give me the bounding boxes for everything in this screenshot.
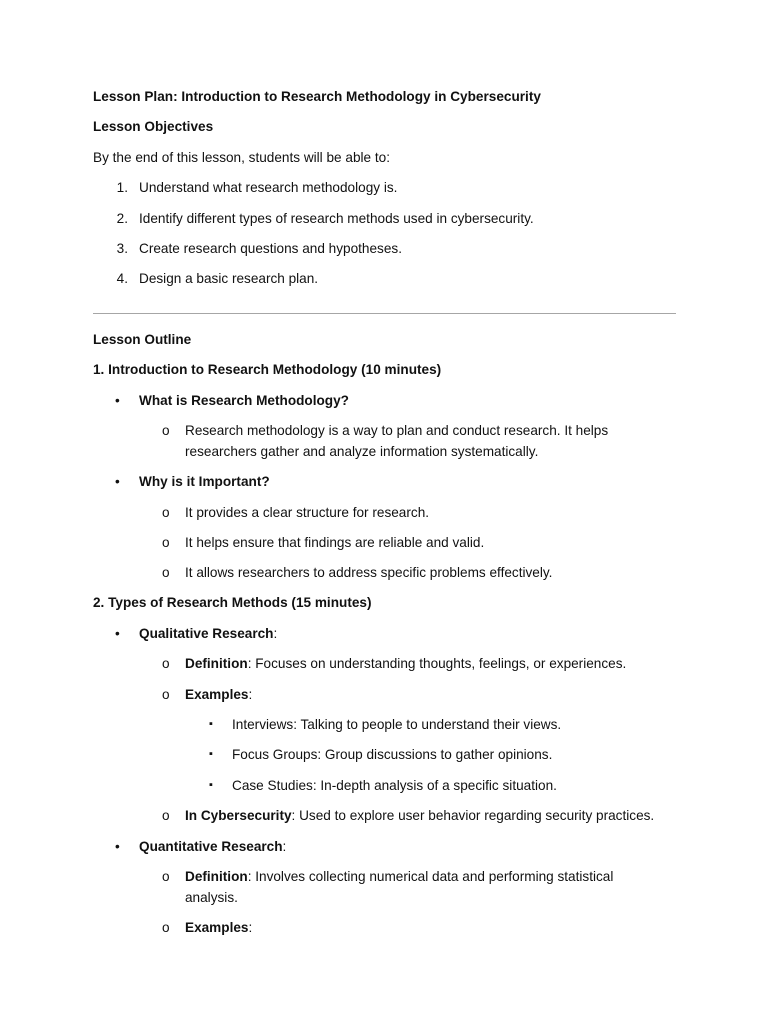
objectives-intro: By the end of this lesson, students will be able to: xyxy=(93,150,390,165)
why-important-label: Why is it Important? xyxy=(139,474,270,489)
list-number: 2. xyxy=(116,211,128,226)
quantitative-label-text: Quantitative Research xyxy=(139,839,283,854)
circle-marker: o xyxy=(162,535,170,550)
in-cybersecurity-label: In Cybersecurity xyxy=(185,808,292,823)
bullet-marker: • xyxy=(115,474,120,489)
circle-marker: o xyxy=(162,687,170,702)
circle-marker: o xyxy=(162,869,170,884)
list-item: It helps ensure that findings are reliable and valid. xyxy=(185,535,485,550)
quantitative-examples xyxy=(185,917,252,938)
list-number: 4. xyxy=(116,271,128,286)
bullet-marker: • xyxy=(115,839,120,854)
list-item: Identify different types of research methods used in cybersecurity. xyxy=(139,211,534,226)
qualitative-label-text: Qualitative Research xyxy=(139,626,274,641)
definition-label: Definition xyxy=(185,869,248,884)
qualitative-cybersecurity xyxy=(185,805,654,826)
qualitative-label xyxy=(139,623,277,644)
label-colon: : xyxy=(273,626,278,641)
qualitative-definition xyxy=(185,653,626,674)
list-item: Create research questions and hypotheses. xyxy=(139,241,402,256)
list-item: Focus Groups: Group discussions to gather opinions. xyxy=(232,747,553,762)
circle-marker: o xyxy=(162,920,170,935)
bullet-marker: • xyxy=(115,393,120,408)
what-is-text-line-2: researchers gather and analyze information systematically. xyxy=(185,444,539,459)
examples-label: Examples xyxy=(185,687,249,702)
what-is-label: What is Research Methodology? xyxy=(139,393,349,408)
definition-text: : Involves collecting numerical data and performing statistical xyxy=(247,869,614,884)
circle-marker: o xyxy=(162,505,170,520)
list-item: Understand what research methodology is. xyxy=(139,180,398,195)
outline-heading: Lesson Outline xyxy=(93,332,192,347)
examples-label: Examples xyxy=(185,920,249,935)
document-title: Lesson Plan: Introduction to Research Methodology in Cybersecurity xyxy=(93,89,541,104)
definition-label: Definition xyxy=(185,656,248,671)
list-item: Case Studies: In-depth analysis of a specific situation. xyxy=(232,778,557,793)
circle-marker: o xyxy=(162,656,170,671)
square-marker: ▪ xyxy=(209,748,213,760)
square-marker: ▪ xyxy=(209,718,213,730)
section-1-heading: 1. Introduction to Research Methodology (10 minutes) xyxy=(93,362,442,377)
circle-marker: o xyxy=(162,565,170,580)
section-2-heading: 2. Types of Research Methods (15 minutes) xyxy=(93,595,372,610)
list-number: 1. xyxy=(116,180,128,195)
quantitative-definition-line-2: analysis. xyxy=(185,890,238,905)
list-number: 3. xyxy=(116,241,128,256)
quantitative-label xyxy=(139,836,286,857)
square-marker: ▪ xyxy=(209,779,213,791)
list-item: It allows researchers to address specific problems effectively. xyxy=(185,565,553,580)
bullet-marker: • xyxy=(115,626,120,641)
label-colon: : xyxy=(248,920,253,935)
circle-marker: o xyxy=(162,423,170,438)
label-colon: : xyxy=(282,839,287,854)
in-cybersecurity-text: : Used to explore user behavior regarding security practices. xyxy=(291,808,655,823)
list-item: Interviews: Talking to people to understand their views. xyxy=(232,717,562,732)
definition-text: : Focuses on understanding thoughts, feelings, or experiences. xyxy=(247,656,627,671)
list-item: It provides a clear structure for research. xyxy=(185,505,430,520)
horizontal-divider xyxy=(93,313,676,314)
what-is-text-line-1: Research methodology is a way to plan and conduct research. It helps xyxy=(185,423,609,438)
quantitative-definition xyxy=(185,866,613,887)
list-item: Design a basic research plan. xyxy=(139,271,319,286)
qualitative-examples xyxy=(185,684,252,705)
label-colon: : xyxy=(248,687,253,702)
circle-marker: o xyxy=(162,808,170,823)
objectives-heading: Lesson Objectives xyxy=(93,119,214,134)
